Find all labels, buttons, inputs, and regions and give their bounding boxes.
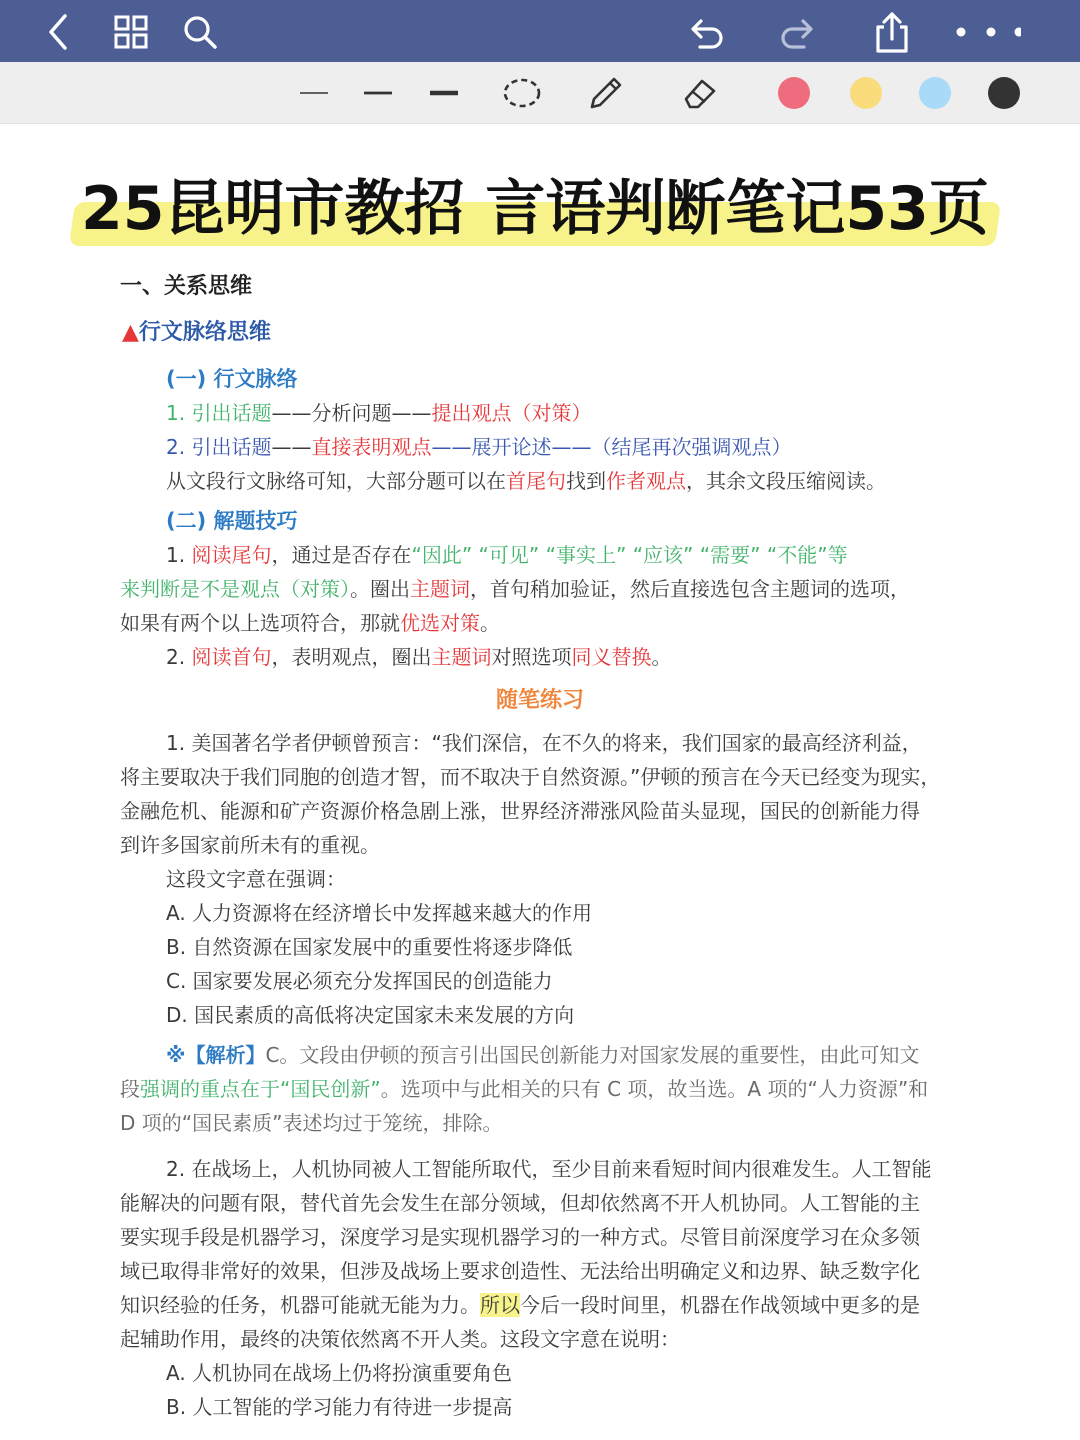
color-swatch-blue[interactable] bbox=[913, 71, 957, 115]
q2-line-5 bbox=[120, 1290, 920, 1320]
text-normal: ，其余文段压缩阅读。 bbox=[686, 469, 886, 493]
text-normal: 找到 bbox=[566, 469, 606, 493]
text-gray: 段 bbox=[120, 1077, 140, 1101]
q1-line: 到许多国家前所未有的重视。 bbox=[120, 833, 380, 857]
q2-line: 域已取得非常好的效果，但涉及战场上要求创造性、无法给出明确定义和边界、缺乏数字化 bbox=[120, 1259, 920, 1283]
part1-heading: (一) 行文脉络 bbox=[166, 367, 298, 391]
q1-line: 将主要取决于我们同胞的创造才智，而不取决于自然资源。”伊顿的预言在今天已经变为现实， bbox=[120, 765, 941, 789]
part2-heading: (二) 解题技巧 bbox=[166, 509, 298, 533]
title-block bbox=[70, 172, 1000, 246]
text-normal: 如果有两个以上选项符合，那就 bbox=[120, 611, 400, 635]
text-red: 优选对策 bbox=[400, 611, 480, 635]
pen-thick-icon[interactable] bbox=[422, 71, 466, 115]
text-red: 主题词 bbox=[431, 645, 492, 669]
q1-analysis-line-1 bbox=[166, 1040, 919, 1070]
structure-summary bbox=[166, 466, 886, 496]
triangle-icon: ▲ bbox=[122, 320, 139, 345]
text-blue: 2. 引出话题 bbox=[166, 435, 272, 459]
text-normal: 今后一段时间里，机器在作战领域中更多的是 bbox=[520, 1293, 920, 1317]
text-red: 提出观点（对策） bbox=[431, 401, 592, 425]
lasso-icon[interactable] bbox=[500, 71, 544, 115]
text-red: 同义替换 bbox=[571, 645, 652, 669]
tip-line-3 bbox=[120, 608, 500, 638]
q1-question: 这段文字意在强调： bbox=[166, 867, 346, 891]
q2-option-a: A. 人机协同在战场上仍将扮演重要角色 bbox=[166, 1361, 513, 1385]
pencil-icon[interactable] bbox=[584, 71, 628, 115]
q2-line: 能解决的问题有限，替代首先会发生在部分领域，但却依然离不开人机协同。人工智能的主 bbox=[120, 1191, 920, 1215]
q2-line-6: 起辅助作用，最终的决策依然离不开人类。这段文字意在说明： bbox=[120, 1327, 680, 1351]
text-normal: 对照选项 bbox=[491, 645, 572, 669]
eraser-icon[interactable] bbox=[678, 71, 722, 115]
q1-option-d: D. 国民素质的高低将决定国家未来发展的方向 bbox=[166, 1003, 575, 1027]
text-green: 1. 引出话题 bbox=[166, 401, 272, 425]
redo-icon[interactable] bbox=[774, 8, 822, 56]
swatch-black bbox=[988, 77, 1020, 109]
text-normal: 。 bbox=[651, 645, 672, 669]
structure-line-2 bbox=[166, 432, 791, 462]
text-normal: —— bbox=[271, 435, 312, 459]
text-red: 直接表明观点 bbox=[311, 435, 432, 459]
q1-analysis-line-2 bbox=[120, 1074, 928, 1104]
text-normal: ，表明观点，圈出 bbox=[271, 645, 432, 669]
text-green: 强调的重点在于“国民创新” bbox=[140, 1077, 381, 1101]
text-normal: ——分析问题—— bbox=[271, 401, 432, 425]
text-highlighted: 所以 bbox=[480, 1293, 520, 1317]
q1-option-a: A. 人力资源将在经济增长中发挥越来越大的作用 bbox=[166, 901, 593, 925]
swatch-pink bbox=[778, 77, 810, 109]
subsection-label: 行文脉络思维 bbox=[138, 320, 271, 345]
text-red: 作者观点 bbox=[606, 469, 686, 493]
color-swatch-yellow[interactable] bbox=[844, 71, 888, 115]
page-title: 25昆明市教招 言语判断笔记53页 bbox=[81, 174, 989, 244]
grid-icon[interactable] bbox=[107, 8, 155, 56]
q2-line: 要实现手段是机器学习，深度学习是实现机器学习的一种方式。尽管目前深度学习在众多领 bbox=[120, 1225, 920, 1249]
undo-icon[interactable] bbox=[682, 8, 730, 56]
q1-line: 金融危机、能源和矿产资源价格急剧上涨，世界经济滞涨风险苗头显现，国民的创新能力得 bbox=[120, 799, 920, 823]
text-normal: 2. bbox=[166, 645, 192, 669]
q1-line: 1. 美国著名学者伊顿曾预言：“我们深信，在不久的将来，我们国家的最高经济利益， bbox=[166, 731, 922, 755]
search-icon[interactable] bbox=[176, 8, 224, 56]
color-swatch-black[interactable] bbox=[982, 71, 1026, 115]
text-normal: 。 bbox=[480, 611, 500, 635]
more-icon[interactable] bbox=[946, 8, 1026, 56]
q1-analysis-line-3: D 项的“国民素质”表述均过于笼统，排除。 bbox=[120, 1111, 503, 1135]
structure-line-1 bbox=[166, 398, 591, 428]
q2-line: 2. 在战场上，人机协同被人工智能所取代，至少目前来看短时间内很难发生。人工智能 bbox=[166, 1157, 932, 1181]
analysis-mark: ※【解析】 bbox=[166, 1043, 266, 1067]
text-gray: 。选项中与此相关的只有 C 项，故当选。A 项的“人力资源”和 bbox=[380, 1077, 929, 1101]
text-normal: 从文段行文脉络可知，大部分题可以在 bbox=[166, 469, 506, 493]
text-red: 阅读尾句 bbox=[191, 543, 272, 567]
share-icon[interactable] bbox=[868, 8, 916, 56]
q1-option-b: B. 自然资源在国家发展中的重要性将逐步降低 bbox=[166, 935, 573, 959]
swatch-blue bbox=[919, 77, 951, 109]
subsection-heading bbox=[122, 318, 271, 348]
q2-option-b: B. 人工智能的学习能力有待进一步提高 bbox=[166, 1395, 513, 1419]
text-normal: 知识经验的任务，机器可能就无能为力。 bbox=[120, 1293, 480, 1317]
drawing-toolbar bbox=[0, 62, 1080, 124]
text-red: 首尾句 bbox=[506, 469, 566, 493]
tip-line-1 bbox=[166, 540, 848, 570]
text-green: 来判断是不是观点（对策） bbox=[120, 577, 350, 601]
q1-option-c: C. 国家要发展必须充分发挥国民的创造能力 bbox=[166, 969, 553, 993]
text-blue: ——展开论述——（结尾再次强调观点） bbox=[431, 435, 792, 459]
text-gray: C。文段由伊顿的预言引出国民创新能力对国家发展的重要性，由此可知文 bbox=[265, 1043, 920, 1067]
text-normal: 1. bbox=[166, 543, 192, 567]
text-normal: ，首句稍加验证，然后直接选包含主题词的选项， bbox=[470, 577, 910, 601]
document-page bbox=[0, 124, 1080, 1440]
tip-line-2 bbox=[120, 574, 910, 604]
pen-medium-icon[interactable] bbox=[356, 71, 400, 115]
text-green: “因此” “可见” “事实上” “应该” “需要” “不能”等 bbox=[411, 543, 848, 567]
tip-line-4 bbox=[166, 642, 671, 672]
practice-title: 随笔练习 bbox=[495, 688, 584, 713]
text-red: 主题词 bbox=[410, 577, 470, 601]
pen-thin-icon[interactable] bbox=[292, 71, 336, 115]
swatch-yellow bbox=[850, 77, 882, 109]
color-swatch-pink[interactable] bbox=[772, 71, 816, 115]
section-heading: 一、关系思维 bbox=[120, 274, 253, 299]
text-normal: 。圈出 bbox=[350, 577, 410, 601]
text-normal: ，通过是否存在 bbox=[271, 543, 412, 567]
top-nav-bar bbox=[0, 0, 1080, 62]
text-red: 阅读首句 bbox=[191, 645, 272, 669]
back-icon[interactable] bbox=[34, 8, 82, 56]
